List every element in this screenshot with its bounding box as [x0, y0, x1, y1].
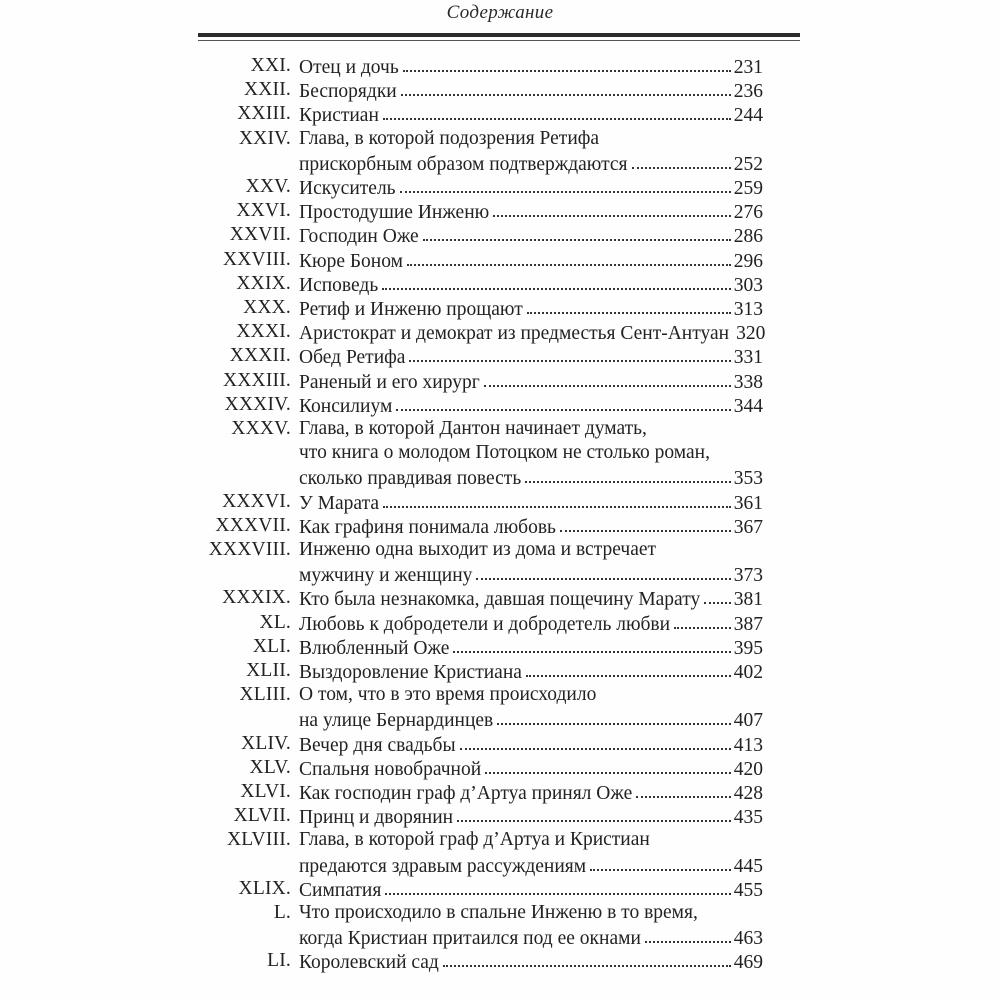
- chapter-title: Кристиан: [299, 105, 379, 127]
- toc-entry-line: [0, 634, 1000, 660]
- dot-leader: [385, 875, 730, 895]
- chapter-title: Что происходило в спальне Инженю в то время,: [299, 902, 698, 923]
- chapter-number: XLI.: [252, 635, 291, 657]
- dot-leader: [704, 584, 731, 604]
- chapter-title: Инженю одна выходит из дома и встречает: [299, 539, 657, 560]
- dot-leader: [525, 463, 731, 483]
- chapter-number: LI.: [267, 950, 291, 972]
- dot-leader: [382, 270, 731, 290]
- dot-leader: [526, 657, 731, 677]
- chapter-title-row: [299, 610, 763, 636]
- chapter-number: XLVIII.: [226, 829, 291, 851]
- chapter-title: Кто была незнакомка, давшая пощечину Марату: [299, 589, 701, 611]
- chapter-number: XXX.: [243, 297, 291, 318]
- chapter-title-row: [299, 174, 763, 200]
- toc-entry-line: [0, 319, 1000, 345]
- chapter-title-row: [299, 295, 763, 321]
- toc-entry-line: [0, 222, 1000, 248]
- toc-entry-line: [0, 658, 1000, 684]
- dot-leader: [460, 730, 731, 750]
- chapter-title: Глава, в которой граф д’Артуа и Кристиан: [299, 829, 650, 851]
- chapter-title-row: [299, 319, 766, 345]
- dot-leader: [403, 52, 731, 72]
- chapter-number: XXII.: [243, 79, 291, 101]
- page-number: 395: [733, 637, 763, 659]
- chapter-number: XLV.: [249, 756, 291, 778]
- page-number: 407: [733, 710, 763, 732]
- page-number: 259: [733, 178, 763, 199]
- toc-entry-line: [0, 464, 1000, 490]
- page-number: 435: [733, 807, 763, 829]
- chapter-title: Глава, в которой Дантон начинает думать,: [299, 418, 647, 439]
- toc-entry-line: [0, 513, 1000, 539]
- chapter-title: Обед Ретифа: [299, 347, 406, 369]
- dot-leader: [396, 391, 730, 411]
- toc-entry-line: [0, 343, 1000, 369]
- page-number: 236: [733, 81, 763, 103]
- dot-leader: [674, 609, 731, 629]
- page-number: 252: [733, 153, 763, 175]
- chapter-title-row: [299, 222, 763, 248]
- chapter-title-row: [299, 416, 763, 442]
- chapter-title-row: [299, 803, 763, 829]
- dot-leader: [632, 149, 731, 169]
- chapter-title: О том, что в это время происходило: [299, 684, 597, 706]
- chapter-title: Любовь к добродетели и добродетель любви: [299, 613, 671, 635]
- toc-entry-line: [0, 101, 1000, 127]
- page-number: 387: [733, 613, 763, 635]
- toc-entry-line: [0, 803, 1000, 829]
- chapter-title-row: [299, 731, 763, 757]
- chapter-title-row: [299, 585, 763, 611]
- chapter-title: когда Кристиан притаился под ее окнами: [299, 928, 641, 950]
- chapter-title-row: [299, 513, 763, 539]
- chapter-number: XXXVI.: [222, 490, 291, 512]
- chapter-number: XXVIII.: [222, 248, 291, 270]
- chapter-title: Ретиф и Инженю прощают: [299, 299, 523, 320]
- toc-entry-line: [0, 53, 1000, 79]
- toc-entry-line: [0, 779, 1000, 805]
- toc-entry-line: [0, 368, 1000, 394]
- chapter-title: Спальня новобрачной: [299, 758, 482, 780]
- chapter-title-row: [299, 852, 763, 878]
- page-number: 455: [733, 879, 763, 901]
- chapter-title: что книга о молодом Потоцком не столько роман,: [299, 442, 710, 464]
- page-number: 331: [733, 347, 763, 369]
- chapter-number: XXVII.: [229, 224, 291, 246]
- dot-leader: [443, 947, 731, 967]
- toc-entry-line: [0, 440, 1000, 466]
- page-number: 286: [733, 226, 763, 248]
- chapter-number: XXIII.: [237, 103, 291, 125]
- toc-entry-line: [0, 271, 1000, 297]
- chapter-title-row: [299, 561, 763, 587]
- chapter-title-row: [299, 900, 763, 926]
- toc-entry-line: [0, 610, 1000, 636]
- toc-entry-line: [0, 77, 1000, 103]
- toc-entry-line: [0, 924, 1000, 950]
- chapter-title-row: [299, 343, 763, 369]
- chapter-number: L.: [273, 902, 291, 923]
- chapter-title: Глава, в которой подозрения Ретифа: [299, 127, 600, 149]
- chapter-number: XXVI.: [236, 200, 291, 222]
- toc-entry-line: [0, 876, 1000, 902]
- chapter-title: Королевский сад: [299, 952, 439, 974]
- toc-entry-line: [0, 198, 1000, 224]
- chapter-title: предаются здравым рассуждениям: [299, 855, 587, 877]
- page-number: 320: [736, 323, 766, 345]
- chapter-title-row: [299, 537, 763, 563]
- page-number: 353: [733, 468, 763, 490]
- chapter-number: XXXVII.: [215, 514, 291, 536]
- chapter-number: XLVII.: [233, 805, 291, 827]
- chapter-title: Кюре Боном: [299, 250, 403, 272]
- dot-leader: [409, 342, 730, 362]
- chapter-title: Раненый и его хирург: [299, 371, 480, 393]
- chapter-number: XXIX.: [236, 272, 291, 294]
- chapter-number: XXXIX.: [222, 587, 291, 609]
- chapter-title: Как господин граф д’Артуа принял Оже: [299, 783, 633, 804]
- chapter-title-row: [299, 464, 763, 490]
- chapter-title-row: [299, 101, 763, 127]
- chapter-title-row: [299, 150, 763, 176]
- toc-entry-line: [0, 585, 1000, 611]
- dot-leader: [400, 173, 731, 193]
- page-number: 381: [733, 589, 763, 611]
- page-number: 313: [733, 299, 763, 320]
- chapter-title: Симпатия: [299, 879, 382, 901]
- chapter-title-row: [299, 368, 763, 394]
- dot-leader: [457, 802, 731, 822]
- page-number: 231: [733, 57, 763, 78]
- chapter-number: XXIV.: [238, 127, 291, 149]
- chapter-title: прискорбным образом подтверждаются: [299, 153, 628, 175]
- chapter-title: Искуситель: [299, 178, 396, 199]
- chapter-title-row: [299, 198, 763, 224]
- chapter-title: Простодушие Инженю: [299, 202, 490, 224]
- chapter-title-row: [299, 489, 763, 515]
- dot-leader: [484, 367, 731, 387]
- chapter-title: Принц и дворянин: [299, 807, 454, 829]
- running-head: Содержание: [446, 2, 554, 23]
- chapter-title-row: [299, 755, 763, 781]
- chapter-title: на улице Бернардинцев: [299, 710, 494, 732]
- toc-entry-line: [0, 537, 1000, 563]
- page-number: 469: [733, 952, 763, 974]
- chapter-number: XXXII.: [229, 345, 291, 367]
- chapter-number: XXXV.: [231, 418, 291, 439]
- chapter-title: Отец и дочь: [299, 57, 399, 78]
- chapter-title-row: [299, 440, 763, 466]
- page-number: 338: [733, 371, 763, 393]
- chapter-title-row: [299, 876, 763, 902]
- chapter-number: XLII.: [246, 660, 291, 681]
- toc-entry-line: [0, 900, 1000, 926]
- chapter-title: Аристократ и демократ из предместья Сент-Антуан: [299, 323, 730, 345]
- page-number: 361: [733, 492, 763, 514]
- toc-entry-line: [0, 295, 1000, 321]
- chapter-title: Влюбленный Оже: [299, 637, 450, 659]
- chapter-title-row: [299, 948, 763, 974]
- dot-leader: [590, 851, 731, 871]
- page-number: 296: [733, 250, 763, 272]
- toc-entry-line: [0, 416, 1000, 442]
- toc-entry-line: [0, 948, 1000, 974]
- page-number: 420: [733, 758, 763, 780]
- chapter-title: Господин Оже: [299, 226, 419, 248]
- page-number: 276: [733, 202, 763, 224]
- chapter-title-row: [299, 53, 763, 79]
- chapter-number: XXXVIII.: [208, 539, 291, 560]
- chapter-title: У Марата: [299, 492, 379, 514]
- chapter-number: XXXIV.: [224, 393, 291, 415]
- toc-entry-line: [0, 755, 1000, 781]
- chapter-title-row: [299, 247, 763, 273]
- toc-entry-line: [0, 392, 1000, 418]
- page-number: 445: [733, 855, 763, 877]
- page-number: 344: [733, 395, 763, 417]
- chapter-title-row: [299, 126, 763, 152]
- chapter-title: Исповедь: [299, 274, 379, 296]
- dot-leader: [407, 246, 731, 266]
- page-number: 463: [733, 928, 763, 950]
- chapter-title-row: [299, 77, 763, 103]
- dot-leader: [560, 512, 731, 532]
- page-number: 367: [733, 516, 763, 538]
- chapter-number: XXXI.: [236, 321, 291, 343]
- chapter-number: XLIV.: [241, 732, 291, 754]
- toc-entry-line: [0, 247, 1000, 273]
- dot-leader: [636, 778, 731, 798]
- chapter-title-row: [299, 634, 763, 660]
- chapter-number: XXXIII.: [222, 369, 291, 391]
- chapter-title: сколько правдивая повесть: [299, 468, 522, 490]
- toc-entry-line: [0, 150, 1000, 176]
- chapter-title: Выздоровление Кристиана: [299, 662, 522, 683]
- dot-leader: [423, 221, 731, 241]
- toc-entry-line: [0, 852, 1000, 878]
- toc-entry-line: [0, 706, 1000, 732]
- page-number: 413: [733, 734, 763, 756]
- dot-leader: [383, 100, 731, 120]
- chapter-number: XLIII.: [239, 684, 291, 706]
- dot-leader: [401, 76, 731, 96]
- chapter-title: Консилиум: [299, 395, 393, 417]
- dot-leader: [485, 754, 731, 774]
- toc-entry-line: [0, 827, 1000, 853]
- dot-leader: [527, 294, 731, 314]
- chapter-number: XLVI.: [240, 781, 291, 802]
- page-number: 303: [733, 274, 763, 296]
- chapter-title-row: [299, 392, 763, 418]
- toc-entry-line: [0, 682, 1000, 708]
- chapter-number: XLIX.: [238, 877, 291, 899]
- chapter-number: XL.: [259, 611, 291, 633]
- chapter-title-row: [299, 706, 763, 732]
- toc-entry-line: [0, 731, 1000, 757]
- dot-leader: [645, 923, 731, 943]
- toc-entry-line: [0, 561, 1000, 587]
- chapter-title: Как графиня понимала любовь: [299, 516, 556, 538]
- dot-leader: [476, 560, 730, 580]
- page-number: 428: [733, 783, 763, 804]
- page-number: 402: [733, 662, 763, 683]
- toc-entry-line: [0, 126, 1000, 152]
- chapter-title-row: [299, 924, 763, 950]
- chapter-title: мужчину и женщину: [299, 565, 473, 587]
- chapter-title-row: [299, 779, 763, 805]
- dot-leader: [453, 633, 730, 653]
- chapter-title: Вечер дня свадьбы: [299, 734, 456, 756]
- toc-entry-line: [0, 174, 1000, 200]
- chapter-title-row: [299, 658, 763, 684]
- chapter-number: XXI.: [250, 55, 291, 76]
- page-number: 373: [733, 565, 763, 587]
- page-number: 244: [733, 105, 763, 127]
- chapter-title: Беспорядки: [299, 81, 397, 103]
- dot-leader: [493, 197, 731, 217]
- chapter-title-row: [299, 682, 763, 708]
- toc-entry-line: [0, 489, 1000, 515]
- chapter-title-row: [299, 271, 763, 297]
- dot-leader: [497, 705, 730, 725]
- dot-leader: [383, 488, 731, 508]
- chapter-number: XXV.: [245, 176, 291, 197]
- chapter-title-row: [299, 827, 763, 853]
